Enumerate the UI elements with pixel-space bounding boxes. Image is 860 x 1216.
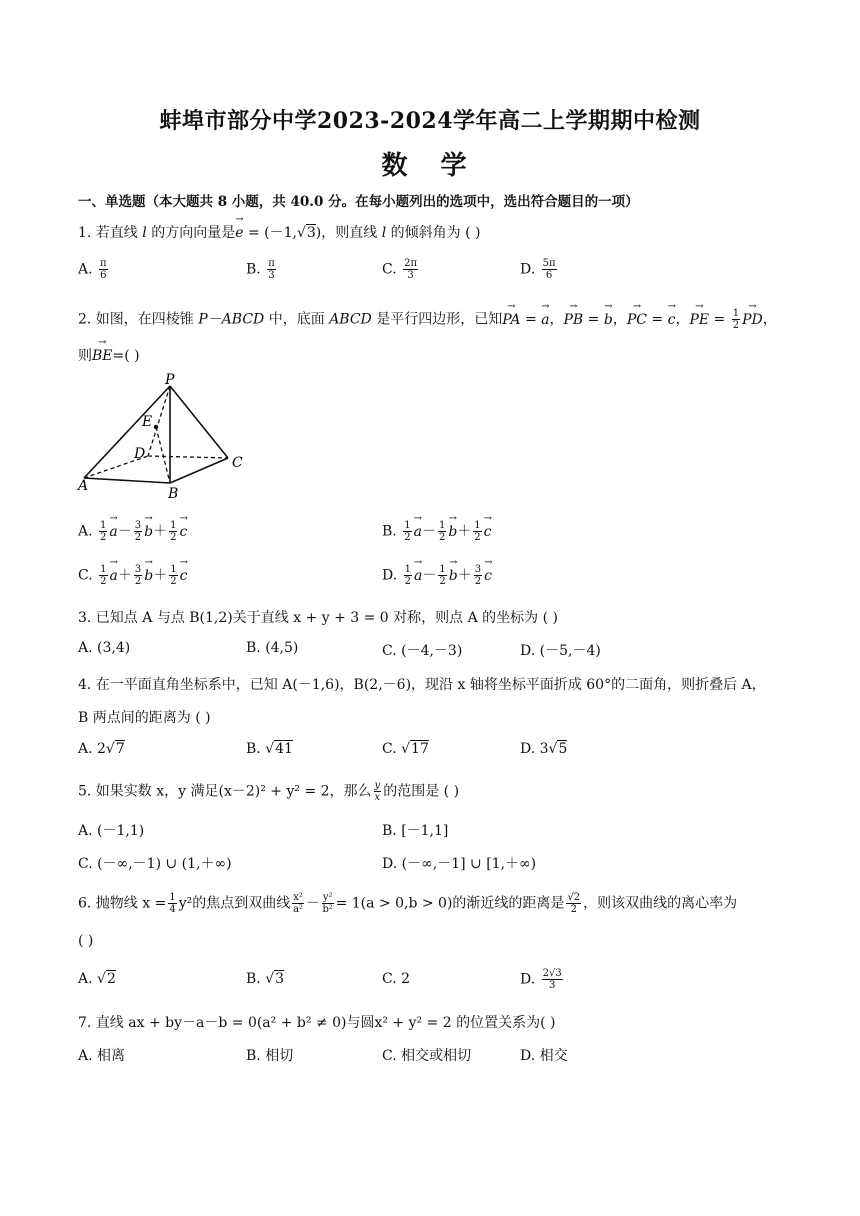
q2-option-c[interactable]: C. $\frac{1}{2}$ a →＋ $\frac{3}{2}$ b →＋ $\frac{1}{2}$ c → [78, 564, 187, 587]
question-6-stem: 6. 抛物线 x = $\frac{1}{4}$ y²的焦点到双曲线 $\frac{\text{x²}}{\text{a²}}$ － $\frac{\text{y²}}{\text{b²}}$ = 1(a > 0,b > 0)的渐近线的距离是 $\frac{√2}{2}$ ，则该双曲线的离心率为 [78, 892, 738, 915]
question-4-line1: 4. 在一平面直角坐标系中，已知 A(－1,6)，B(2,－6)，现沿 x 轴将坐标平面折成 60°的二面角，则折叠后 A， [78, 677, 766, 693]
q6-option-a[interactable]: A. √ 2 [78, 971, 116, 987]
q5-option-a[interactable]: A. (－1,1) [78, 823, 145, 839]
question-3-stem: 3. 已知点 A 与点 B(1,2)关于直线 x + y + 3 = 0 对称，则点 A 的坐标为 ( ) [78, 610, 558, 626]
q1-option-b[interactable]: B. $\frac{\pi}{3}$ [246, 258, 275, 281]
label-b: B [168, 486, 179, 502]
label-c: C [232, 455, 243, 471]
question-7-stem: 7. 直线 ax + by－a－b = 0(a² + b² ≠ 0)与圆x² + y² = 2 的位置关系为( ) [78, 1015, 556, 1031]
q2-option-b[interactable]: B. $\frac{1}{2}$ a →－ $\frac{1}{2}$ b →＋ $\frac{1}{2}$ c → [382, 520, 492, 543]
q4-option-d[interactable]: D. 3√ 5 [520, 741, 567, 757]
section-heading: 一、单选题（本大题共 8 小题，共 40.0 分。在每小题列出的选项中，选出符合题目的一项） [78, 194, 639, 210]
q6-option-c[interactable]: C. 2 [382, 971, 411, 987]
label-p: P [165, 372, 175, 388]
question-6-line2: ( ) [78, 933, 94, 949]
q6-option-b[interactable]: B. √ 3 [246, 971, 284, 987]
q3-option-c[interactable]: C. (－4,－3) [382, 643, 463, 659]
exam-title: 蚌埠市部分中学2023-2024学年高二上学期期中检测 [159, 108, 701, 134]
subject-title: 数 学 [381, 151, 479, 181]
question-2-stem: 2. 如图，在四棱锥 P－ABCD 中，底面 ABCD 是平行四边形，已知PA → = a →，PB → = b →，PC → = c →，PE → = $\frac{1}{2}$ PD →， [78, 308, 777, 331]
pyramid-figure [76, 372, 256, 502]
q1-option-a[interactable]: A. $\frac{\pi}{6}$ [78, 258, 107, 281]
question-1-stem: 1. 若直线 l 的方向向量是e → = (－1,√ 3)，则直线 l 的倾斜角为 ( ) [78, 222, 480, 242]
q5-option-c[interactable]: C. (－∞,－1) ∪ (1,＋∞) [78, 856, 232, 872]
q4-option-c[interactable]: C. √ 17 [382, 741, 429, 757]
q4-option-b[interactable]: B. √ 41 [246, 741, 293, 757]
question-5-stem: 5. 如果实数 x，y 满足(x－2)² + y² = 2，那么 $\frac{y}{x}$ 的范围是 ( ) [78, 780, 460, 803]
q4-option-a[interactable]: A. 2√ 7 [78, 741, 125, 757]
label-e: E [142, 414, 153, 430]
q5-option-d[interactable]: D. (－∞,－1] ∪ [1,＋∞) [382, 856, 537, 872]
question-4-line2: B 两点间的距离为 ( ) [78, 710, 211, 726]
q7-option-c[interactable]: C. 相交或相切 [382, 1048, 472, 1064]
q3-option-b[interactable]: B. (4,5) [246, 640, 299, 656]
q6-option-d[interactable]: D. $\frac{2√3}{3}$ [520, 968, 562, 991]
q2-option-a[interactable]: A. $\frac{1}{2}$ a →－ $\frac{3}{2}$ b →＋ $\frac{1}{2}$ c → [78, 520, 187, 543]
q1-option-d[interactable]: D. $\frac{5\pi}{6}$ [520, 258, 556, 281]
q2-option-d[interactable]: D. $\frac{1}{2}$ a →－ $\frac{1}{2}$ b →＋ $\frac{3}{2}$ c → [382, 564, 492, 587]
q7-option-d[interactable]: D. 相交 [520, 1048, 568, 1064]
q5-option-b[interactable]: B. [－1,1] [382, 823, 449, 839]
q7-option-a[interactable]: A. 相离 [78, 1048, 126, 1064]
q3-option-d[interactable]: D. (－5,－4) [520, 643, 601, 659]
label-a: A [78, 478, 89, 494]
q7-option-b[interactable]: B. 相切 [246, 1048, 294, 1064]
q1-option-c[interactable]: C. $\frac{2\pi}{3}$ [382, 258, 418, 281]
q3-option-a[interactable]: A. (3,4) [78, 640, 131, 656]
question-2-line2: 则BE →=( ) [78, 345, 140, 365]
label-d: D [134, 446, 146, 462]
